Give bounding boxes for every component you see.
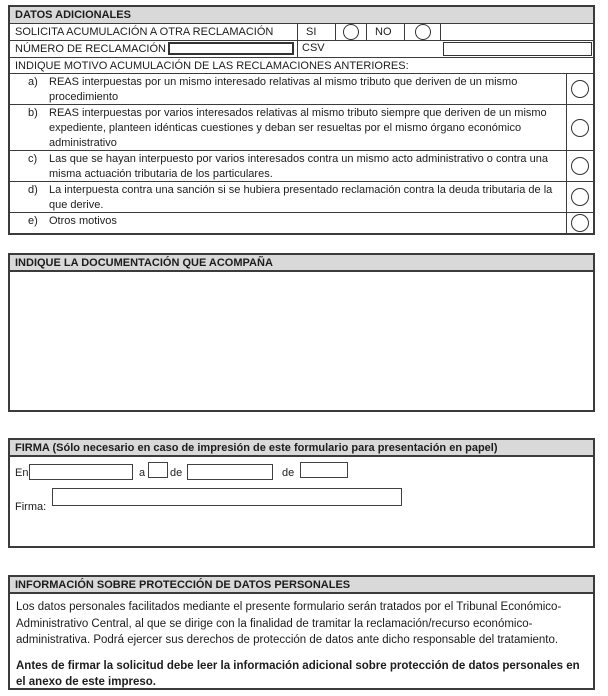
motivo-title-row: INDIQUE MOTIVO ACUMULACIÓN DE LAS RECLAMACIONES ANTERIORES: xyxy=(10,58,593,74)
motivo-a-letter: a) xyxy=(28,76,38,88)
numero-reclamacion-input[interactable] xyxy=(168,42,294,55)
motivo-e-letter: e) xyxy=(28,215,38,227)
mes-input[interactable] xyxy=(187,464,273,480)
proteccion-datos-body xyxy=(10,594,593,691)
motivo-b-letter: b) xyxy=(28,107,38,119)
no-radio-cell xyxy=(404,24,440,40)
motivo-d-radio[interactable] xyxy=(571,188,589,206)
en-label: En xyxy=(15,467,29,479)
documentacion-header: INDIQUE LA DOCUMENTACIÓN QUE ACOMPAÑA xyxy=(10,255,593,272)
lugar-input[interactable] xyxy=(29,464,133,480)
motivo-a-text: REAS interpuestas por un mismo interesado relativas al mismo tributo que deriven de un mismo procedimiento xyxy=(49,76,518,103)
de-label-mes: de xyxy=(170,467,183,479)
motivo-a-radio[interactable] xyxy=(571,80,589,98)
motivo-d-radio-cell xyxy=(566,182,593,212)
firma-header: FIRMA (Sólo necesario en caso de impresión de este formulario para presentación en papel) xyxy=(10,440,593,457)
motivo-c-radio-cell xyxy=(566,151,593,181)
motivo-b-radio[interactable] xyxy=(571,119,589,137)
documentacion-section xyxy=(8,253,595,412)
motivo-e-radio[interactable] xyxy=(571,214,589,232)
datos-adicionales-header: DATOS ADICIONALES xyxy=(10,7,593,24)
motivo-row-e xyxy=(10,213,593,233)
solicita-acumulacion-row xyxy=(10,24,593,41)
no-label: NO xyxy=(366,24,404,40)
anio-input[interactable] xyxy=(300,462,348,478)
dia-input[interactable] xyxy=(148,462,168,478)
firma-section xyxy=(8,438,595,548)
documentacion-input[interactable] xyxy=(10,272,593,410)
a-label: a xyxy=(139,467,146,479)
motivo-c-radio[interactable] xyxy=(571,157,589,175)
motivo-row-a xyxy=(10,74,593,105)
csv-input[interactable] xyxy=(443,42,592,56)
motivo-row-c xyxy=(10,151,593,182)
csv-cell xyxy=(297,41,593,57)
motivo-d-letter: d) xyxy=(28,184,38,196)
si-radio-cell xyxy=(335,24,366,40)
motivo-e-text: Otros motivos xyxy=(49,215,117,227)
si-radio[interactable] xyxy=(343,24,359,40)
motivo-e-radio-cell xyxy=(566,213,593,233)
solicita-empty-cell xyxy=(440,24,593,40)
proteccion-datos-section xyxy=(8,575,595,690)
motivo-row-b xyxy=(10,105,593,151)
firma-input[interactable] xyxy=(52,488,402,506)
proteccion-datos-warning: Antes de firmar la solicitud debe leer la información adicional sobre protección de datos personales en el anexo de este impreso. xyxy=(16,659,580,688)
motivo-b-text: REAS interpuestas por varios interesados relativas al mismo tributo siempre que deriven de un mismo expediente, planteen idénticas cuestiones y deban ser resueltas por el mismo órgano económico administrativo xyxy=(49,107,547,149)
si-label: SI xyxy=(297,24,335,40)
csv-label: CSV xyxy=(302,42,325,54)
numero-reclamacion-label: NÚMERO DE RECLAMACIÓN xyxy=(15,43,166,55)
no-radio[interactable] xyxy=(415,24,431,40)
firma-label: Firma: xyxy=(15,501,47,513)
firma-body xyxy=(10,457,593,544)
motivo-row-d xyxy=(10,182,593,213)
motivo-a-radio-cell xyxy=(566,74,593,104)
motivo-d-text: La interpuesta contra una sanción si se hubiera presentado reclamación contra la deuda tributaria de la que derive. xyxy=(49,184,553,211)
motivo-c-letter: c) xyxy=(28,153,38,165)
proteccion-datos-paragraph: Los datos personales facilitados mediante el presente formulario serán tratados por el Tribunal Económico-Administrativo Central, al que se dirige con la finalidad de tramitar la reclamación/recurso económico-administrativa. Podrá ejercer sus derechos de protección de datos ante dicho responsable del tratamiento. xyxy=(16,601,562,646)
numero-reclamacion-row xyxy=(10,41,593,58)
de-label-anio: de xyxy=(282,467,295,479)
solicita-acumulacion-label: SOLICITA ACUMULACIÓN A OTRA RECLAMACIÓN xyxy=(15,26,274,38)
motivo-b-radio-cell xyxy=(566,105,593,150)
proteccion-datos-header: INFORMACIÓN SOBRE PROTECCIÓN DE DATOS PERSONALES xyxy=(10,577,593,594)
datos-adicionales-section xyxy=(8,5,595,235)
motivo-c-text: Las que se hayan interpuesto por varios interesados contra un mismo acto administrativo o contra una misma actuación tributaria de los particulares. xyxy=(49,153,548,180)
